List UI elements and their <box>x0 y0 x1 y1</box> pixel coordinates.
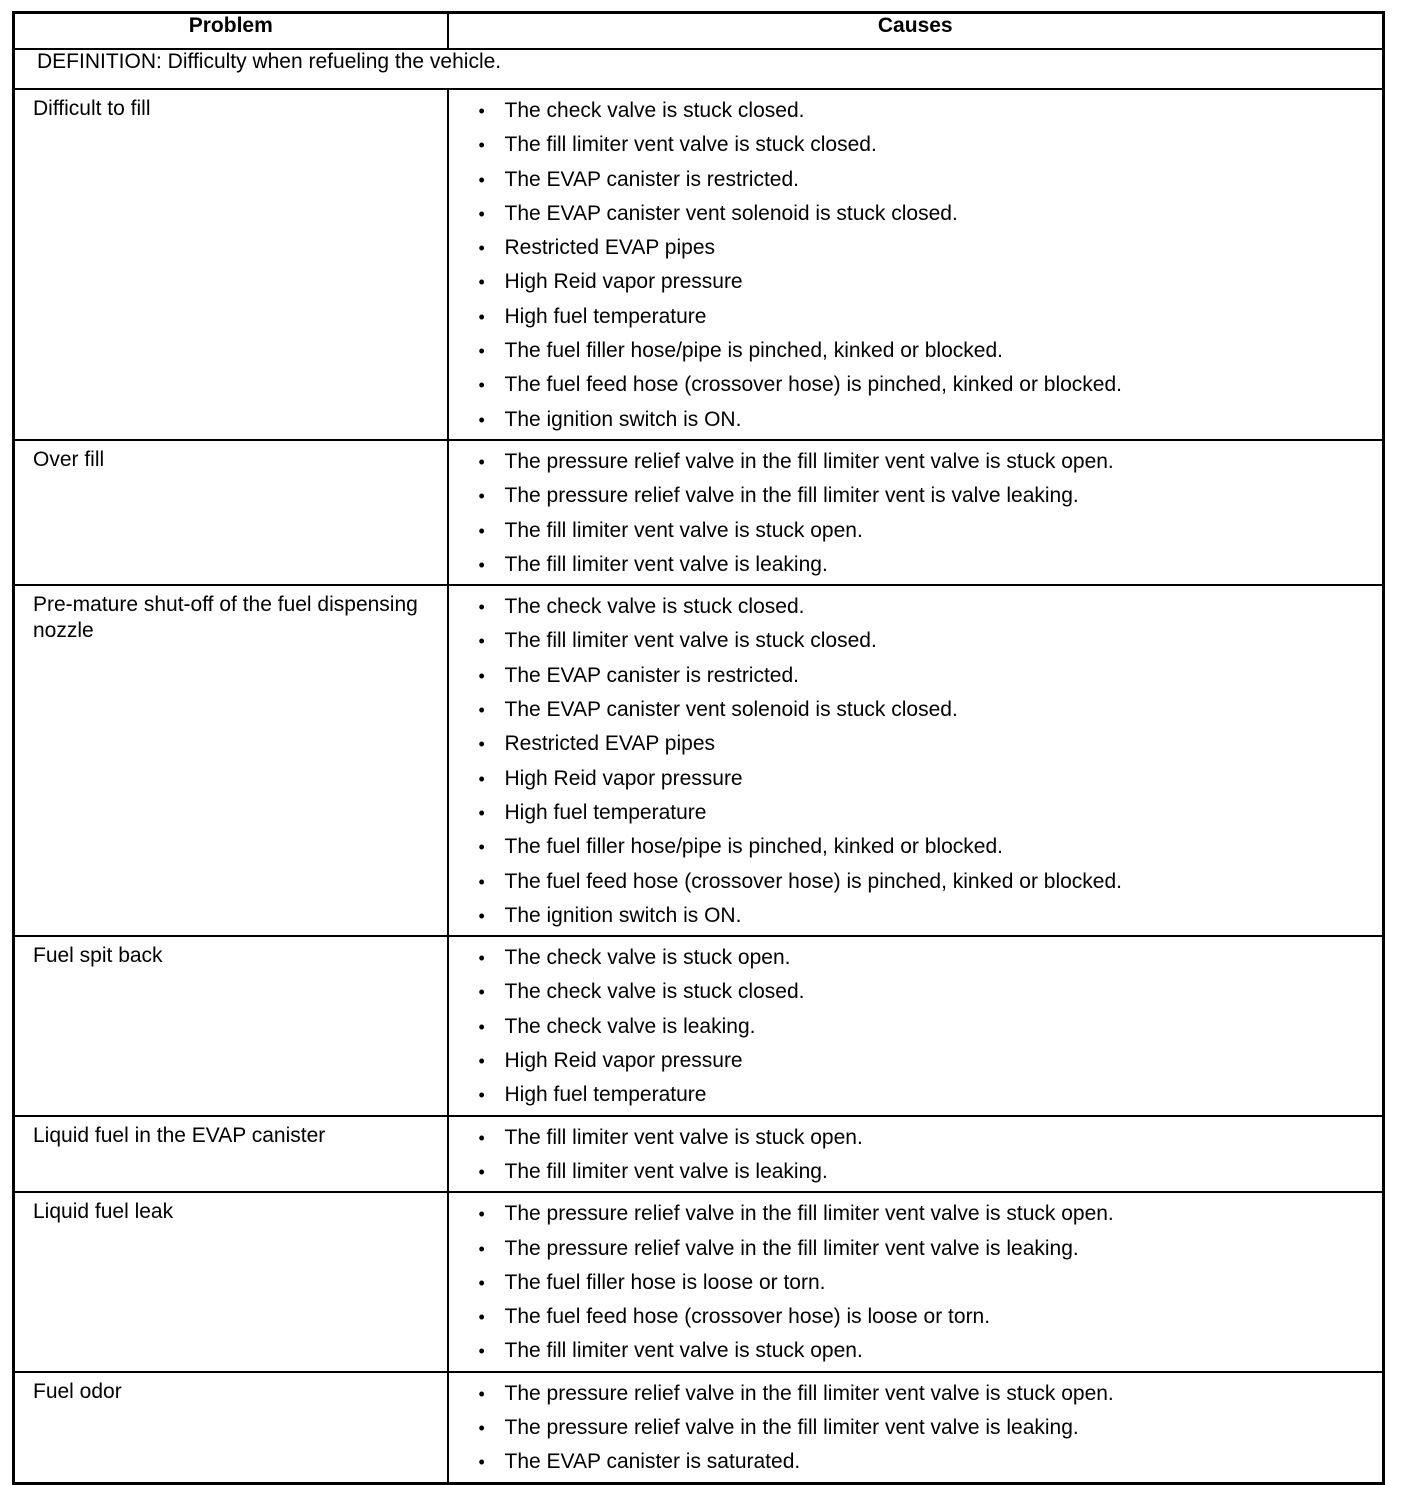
cause-item <box>479 403 1383 437</box>
bullet-icon: • <box>478 101 485 121</box>
bullet-icon: • <box>478 982 485 1003</box>
definition-text: DEFINITION: Difficulty when refueling the vehicle. <box>14 49 1384 89</box>
cause-text: The EVAP canister is saturated. <box>504 1450 801 1474</box>
cause-item <box>479 1411 1383 1445</box>
bullet-icon: • <box>478 135 485 156</box>
table-row <box>14 585 1384 936</box>
cause-item <box>479 548 1383 582</box>
bullet-icon: • <box>478 734 485 755</box>
bullet-icon: • <box>478 1417 485 1438</box>
bullet-icon: • <box>478 1272 485 1293</box>
cause-text: The fuel filler hose is loose or torn. <box>504 1270 826 1294</box>
cause-item <box>479 1232 1383 1266</box>
table-row <box>14 1192 1384 1371</box>
bullet-icon: • <box>478 1127 485 1148</box>
cause-text: The pressure relief valve in the fill limiter vent valve is stuck open. <box>504 1381 1114 1405</box>
cause-text: The fill limiter vent valve is stuck closed. <box>504 133 877 157</box>
bullet-icon: • <box>478 486 485 507</box>
problem-column-header: Problem <box>14 13 448 50</box>
bullet-icon: • <box>478 1341 485 1362</box>
bullet-icon: • <box>478 1016 485 1037</box>
cause-text: The fill limiter vent valve is stuck open. <box>504 1339 863 1363</box>
cause-list <box>479 445 1383 582</box>
problem-cell: Liquid fuel leak <box>14 1192 448 1371</box>
cause-item <box>479 624 1383 658</box>
cause-item <box>479 1078 1383 1112</box>
bullet-icon: • <box>478 1307 485 1328</box>
bullet-icon: • <box>478 1204 485 1225</box>
table-body <box>14 49 1384 1483</box>
table-row <box>14 440 1384 585</box>
cause-item <box>479 197 1383 231</box>
cause-text: Restricted EVAP pipes <box>504 732 715 756</box>
cause-item <box>479 368 1383 402</box>
cause-text: The fuel filler hose/pipe is pinched, kinked or blocked. <box>504 835 1003 859</box>
bullet-icon: • <box>478 554 485 575</box>
causes-cell <box>448 1372 1384 1483</box>
causes-cell <box>448 936 1384 1115</box>
bullet-icon: • <box>478 169 485 190</box>
cause-text: The fuel feed hose (crossover hose) is loose or torn. <box>504 1305 991 1329</box>
cause-item <box>479 94 1383 128</box>
cause-item <box>479 899 1383 933</box>
header-row <box>14 13 1384 50</box>
bullet-icon: • <box>478 306 485 327</box>
cause-text: The check valve is stuck open. <box>504 946 791 970</box>
cause-item <box>479 1121 1383 1155</box>
cause-item <box>479 514 1383 548</box>
cause-text: Restricted EVAP pipes <box>504 236 715 260</box>
cause-text: The fuel filler hose/pipe is pinched, kinked or blocked. <box>504 339 1003 363</box>
definition-row <box>14 49 1384 89</box>
cause-item <box>479 727 1383 761</box>
cause-text: The EVAP canister vent solenoid is stuck closed. <box>504 698 958 722</box>
cause-item <box>479 1010 1383 1044</box>
cause-text: High Reid vapor pressure <box>504 766 743 790</box>
cause-text: The pressure relief valve in the fill limiter vent valve is stuck open. <box>504 449 1114 473</box>
bullet-icon: • <box>478 871 485 892</box>
bullet-icon: • <box>478 1238 485 1259</box>
bullet-icon: • <box>478 1161 485 1182</box>
causes-cell <box>448 1192 1384 1371</box>
bullet-icon: • <box>478 905 485 926</box>
cause-text: The ignition switch is ON. <box>504 903 742 927</box>
cause-item <box>479 1266 1383 1300</box>
cause-text: High fuel temperature <box>504 1083 707 1107</box>
cause-text: The check valve is stuck closed. <box>504 99 805 122</box>
cause-item <box>479 1300 1383 1334</box>
cause-text: The pressure relief valve in the fill limiter vent valve is stuck open. <box>504 1202 1114 1226</box>
cause-item <box>479 659 1383 693</box>
bullet-icon: • <box>478 409 485 430</box>
bullet-icon: • <box>478 1051 485 1072</box>
cause-item <box>479 1377 1383 1411</box>
bullet-icon: • <box>478 837 485 858</box>
cause-list <box>479 1377 1383 1480</box>
cause-item <box>479 479 1383 513</box>
cause-text: The pressure relief valve in the fill limiter vent is valve leaking. <box>504 484 1079 508</box>
bullet-icon: • <box>478 203 485 224</box>
cause-text: The check valve is stuck closed. <box>504 595 805 619</box>
cause-text: The fill limiter vent valve is stuck open. <box>504 1125 863 1149</box>
problem-cell: Difficult to fill <box>14 89 448 440</box>
cause-item <box>479 231 1383 265</box>
cause-item <box>479 265 1383 299</box>
cause-item <box>479 1155 1383 1189</box>
cause-text: The check valve is leaking. <box>504 1014 756 1038</box>
cause-item <box>479 590 1383 624</box>
cause-item <box>479 445 1383 479</box>
table-row <box>14 89 1384 440</box>
cause-item <box>479 1197 1383 1231</box>
bullet-icon: • <box>478 272 485 293</box>
cause-text: The fuel feed hose (crossover hose) is pinched, kinked or blocked. <box>504 373 1123 397</box>
bullet-icon: • <box>478 631 485 652</box>
causes-cell <box>448 440 1384 585</box>
problem-cell: Over fill <box>14 440 448 585</box>
cause-text: High Reid vapor pressure <box>504 1049 743 1073</box>
cause-list <box>479 1197 1383 1368</box>
table-row <box>14 1116 1384 1193</box>
bullet-icon: • <box>478 597 485 618</box>
problem-cell: Fuel spit back <box>14 936 448 1115</box>
cause-text: The pressure relief valve in the fill limiter vent valve is leaking. <box>504 1415 1079 1439</box>
cause-item <box>479 762 1383 796</box>
problem-cell: Pre-mature shut-off of the fuel dispensing nozzle <box>14 585 448 936</box>
cause-item <box>479 300 1383 334</box>
bullet-icon: • <box>478 768 485 789</box>
bullet-icon: • <box>478 520 485 541</box>
bullet-icon: • <box>478 1383 485 1404</box>
cause-list <box>479 590 1383 933</box>
cause-item <box>479 1334 1383 1368</box>
table-row <box>14 936 1384 1115</box>
bullet-icon: • <box>478 665 485 686</box>
bullet-icon: • <box>478 375 485 396</box>
cause-item <box>479 128 1383 162</box>
cause-text: High Reid vapor pressure <box>504 270 743 294</box>
cause-text: The ignition switch is ON. <box>504 407 742 431</box>
cause-list <box>479 1121 1383 1190</box>
cause-item <box>479 1044 1383 1078</box>
cause-text: The EVAP canister vent solenoid is stuck closed. <box>504 201 958 225</box>
bullet-icon: • <box>478 238 485 259</box>
causes-cell <box>448 89 1384 440</box>
cause-text: The fuel feed hose (crossover hose) is pinched, kinked or blocked. <box>504 869 1123 893</box>
bullet-icon: • <box>478 700 485 721</box>
bullet-icon: • <box>478 1452 485 1473</box>
cause-text: The EVAP canister is restricted. <box>504 167 800 191</box>
bullet-icon: • <box>478 341 485 362</box>
cause-list <box>479 941 1383 1112</box>
cause-text: The check valve is stuck closed. <box>504 980 805 1004</box>
cause-item <box>479 334 1383 368</box>
cause-text: High fuel temperature <box>504 800 707 824</box>
bullet-icon: • <box>478 948 485 969</box>
cause-text: High fuel temperature <box>504 304 707 328</box>
cause-text: The fill limiter vent valve is leaking. <box>504 1159 828 1183</box>
causes-cell <box>448 585 1384 936</box>
problem-cell: Liquid fuel in the EVAP canister <box>14 1116 448 1193</box>
cause-list <box>479 94 1383 437</box>
cause-item <box>479 163 1383 197</box>
cause-text: The pressure relief valve in the fill limiter vent valve is leaking. <box>504 1236 1079 1260</box>
cause-item <box>479 796 1383 830</box>
cause-text: The fill limiter vent valve is stuck closed. <box>504 629 877 653</box>
cause-item <box>479 865 1383 899</box>
bullet-icon: • <box>478 451 485 472</box>
cause-item <box>479 830 1383 864</box>
cause-item <box>479 975 1383 1009</box>
cause-text: The fill limiter vent valve is leaking. <box>504 552 828 576</box>
causes-cell <box>448 1116 1384 1193</box>
causes-column-header: Causes <box>448 13 1384 50</box>
diagnosis-table <box>12 11 1385 1485</box>
cause-text: The EVAP canister is restricted. <box>504 663 800 687</box>
cause-item <box>479 941 1383 975</box>
cause-item <box>479 1445 1383 1479</box>
problem-cell: Fuel odor <box>14 1372 448 1483</box>
table-row <box>14 1372 1384 1483</box>
bullet-icon: • <box>478 802 485 823</box>
diagnosis-table-wrapper <box>12 11 1385 1485</box>
cause-item <box>479 693 1383 727</box>
cause-text: The fill limiter vent valve is stuck open. <box>504 518 863 542</box>
bullet-icon: • <box>478 1085 485 1106</box>
